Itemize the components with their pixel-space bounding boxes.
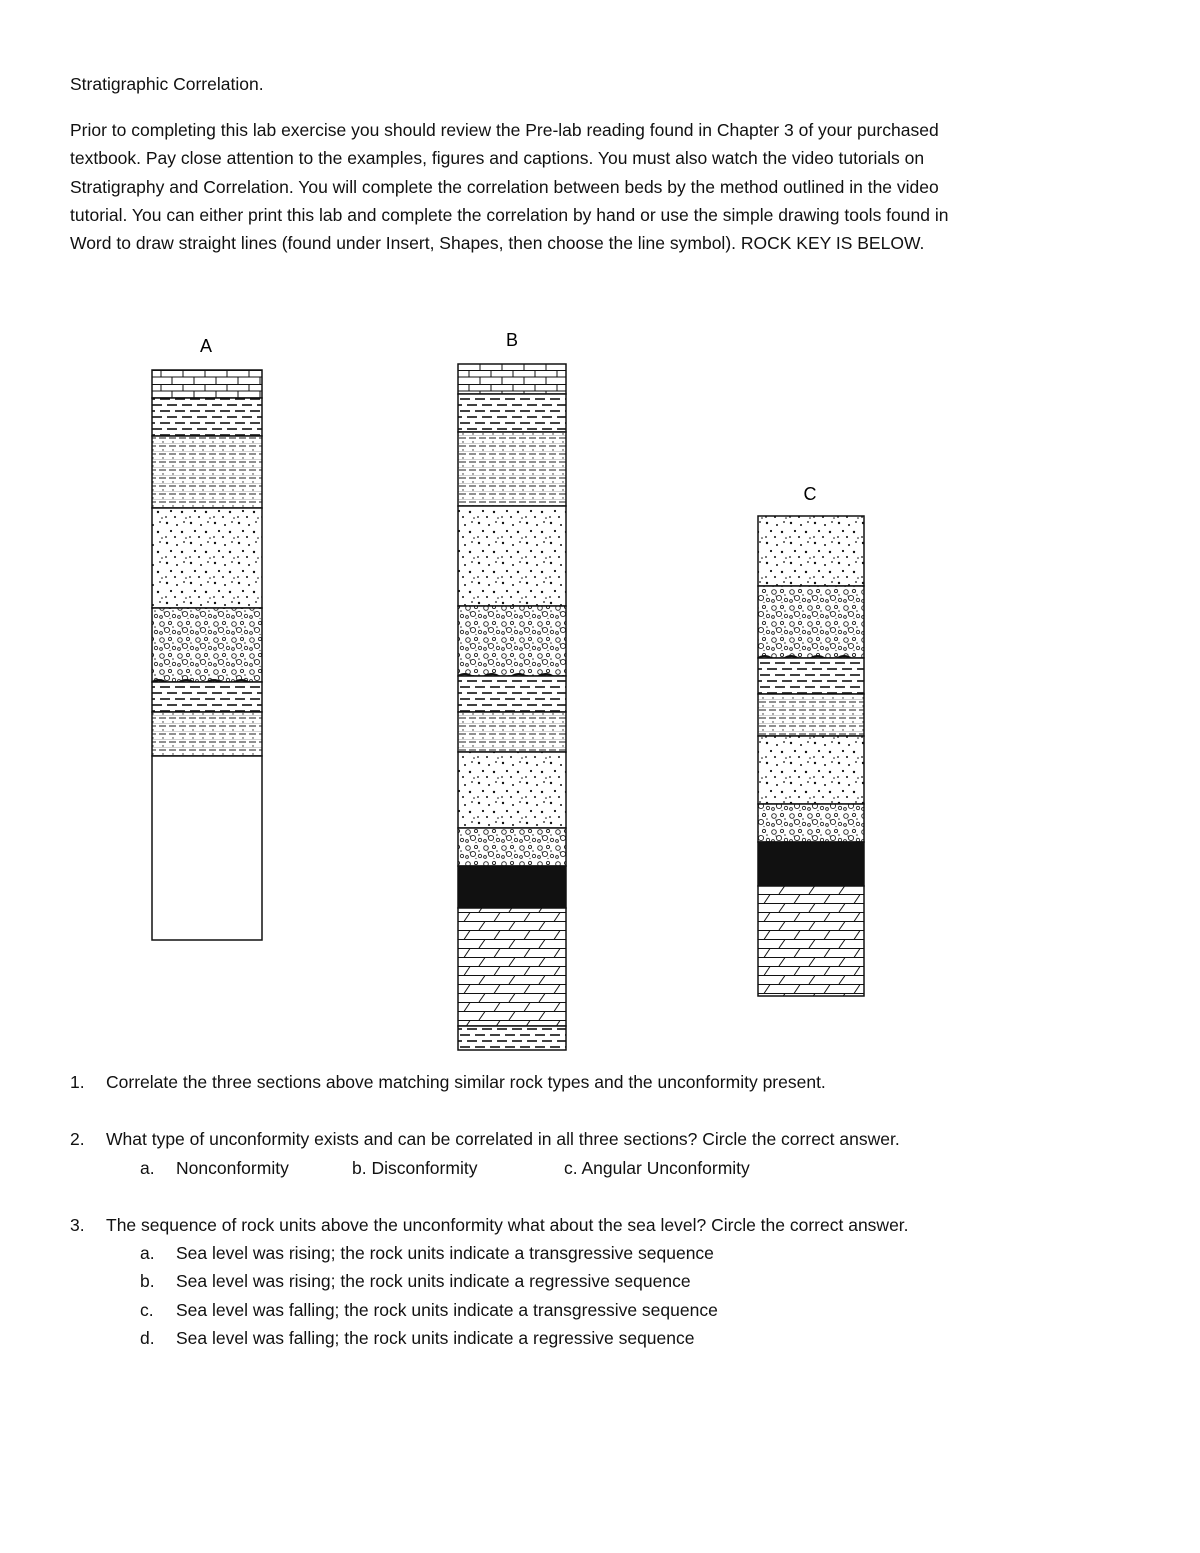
column-a-layer-siltstone — [152, 712, 262, 756]
question-2-options — [70, 1154, 1130, 1182]
column-b-layer-conglomerate — [458, 606, 566, 676]
option-text: Sea level was rising; the rock units indicate a transgressive sequence — [176, 1243, 714, 1264]
question-3 — [70, 1211, 1130, 1239]
question-text: Correlate the three sections above matching similar rock types and the unconformity present. — [106, 1072, 826, 1092]
column-b-layer-shale — [458, 676, 566, 712]
column-c-layer-conglomerate — [758, 804, 864, 842]
intro-line: textbook. Pay close attention to the examples, figures and captions. You must also watch the video tutorials on — [70, 148, 925, 169]
question-1 — [70, 1068, 1130, 1096]
intro-line: Word to draw straight lines (found under Insert, Shapes, then choose the line symbol). ROCK KEY IS BELOW. — [70, 233, 925, 254]
column-label-a: A — [199, 336, 213, 356]
option-text: Sea level was rising; the rock units indicate a regressive sequence — [176, 1271, 691, 1292]
column-a-layer-siltstone — [152, 436, 262, 508]
column-c-layer-siltstone — [758, 694, 864, 736]
column-a-layer-sandstone — [152, 508, 262, 608]
column-a-layer-limestone — [152, 370, 262, 398]
column-a-layer-conglomerate — [152, 608, 262, 682]
column-c-layer-dolomite — [758, 886, 864, 996]
option-letter: a. — [140, 1157, 155, 1178]
intro-paragraph — [70, 116, 1130, 257]
question-number: 2. — [70, 1129, 85, 1150]
column-label-b: B — [505, 330, 519, 350]
intro-line: tutorial. You can either print this lab and complete the correlation by hand or use the simple drawing tools found in — [70, 204, 949, 225]
column-c-layer-sandstone — [758, 516, 864, 586]
option-letter: b. — [140, 1271, 155, 1292]
column-b-layer-sandstone — [458, 752, 566, 828]
question-number: 1. — [70, 1072, 85, 1092]
intro-line: Prior to completing this lab exercise you should review the Pre-lab reading found in Chapter 3 of your purchased — [70, 120, 939, 140]
column-b-layer-dolomite — [458, 908, 566, 1026]
option-letter: a. — [140, 1243, 155, 1264]
answer-option[interactable] — [70, 1267, 1130, 1295]
question-2 — [70, 1125, 1130, 1153]
answer-option[interactable] — [70, 1239, 1130, 1267]
column-c-layer-shale — [758, 658, 864, 694]
column-b-layer-shale — [458, 394, 566, 432]
column-b-layer-shale — [458, 1026, 566, 1050]
column-a-layer-shale — [152, 398, 262, 436]
answer-option-angular-unconformity[interactable]: c. Angular Unconformity — [564, 1157, 750, 1178]
column-b-layer-siltstone — [458, 432, 566, 506]
column-c-layer-conglomerate — [758, 586, 864, 658]
option-text: Sea level was falling; the rock units indicate a regressive sequence — [176, 1328, 695, 1349]
option-letter: c. — [140, 1299, 154, 1320]
page-title: Stratigraphic Correlation. — [70, 74, 264, 94]
intro-line: Stratigraphy and Correlation. You will complete the correlation between beds by the method outlined in the video — [70, 176, 939, 197]
stratigraphic-columns-figure — [68, 300, 908, 1060]
answer-option-nonconformity[interactable]: Nonconformity — [176, 1157, 289, 1178]
answer-option[interactable] — [70, 1296, 1130, 1324]
column-b-layer-coal — [458, 866, 566, 908]
question-text: What type of unconformity exists and can be correlated in all three sections? Circle the correct answer. — [106, 1129, 900, 1150]
column-c-layer-sandstone — [758, 736, 864, 804]
columns-svg — [68, 300, 908, 1060]
column-b-layer-conglomerate — [458, 828, 566, 866]
column-b-layer-siltstone — [458, 712, 566, 752]
column-c-layer-coal — [758, 842, 864, 886]
column-b-layer-sandstone — [458, 506, 566, 606]
column-a-layer-blank — [152, 756, 262, 940]
answer-option-disconformity[interactable]: b. Disconformity — [352, 1157, 478, 1178]
column-label-c: C — [803, 484, 817, 504]
option-text: Sea level was falling; the rock units indicate a transgressive sequence — [176, 1299, 718, 1320]
column-b-layer-limestone — [458, 364, 566, 394]
questions-list — [70, 1068, 1130, 1352]
column-a-layer-shale — [152, 682, 262, 712]
answer-option[interactable] — [70, 1324, 1130, 1352]
question-text: The sequence of rock units above the unconformity what about the sea level? Circle the correct answer. — [106, 1214, 909, 1235]
option-letter: d. — [140, 1328, 155, 1349]
question-number: 3. — [70, 1214, 85, 1235]
